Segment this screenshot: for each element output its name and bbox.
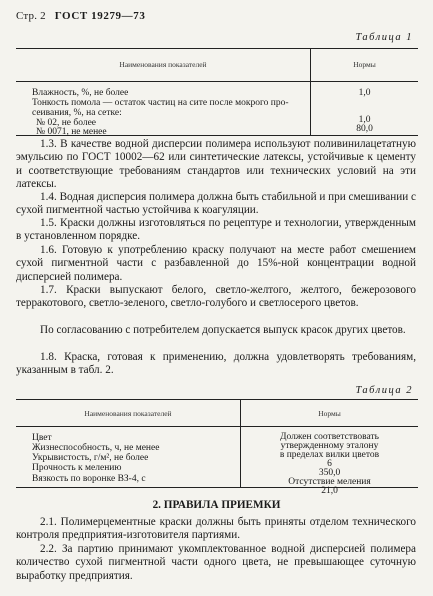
table1-row-name: Влажность, %, не более	[32, 88, 129, 98]
paragraph-1-6: 1.6. Готовую к употреблению краску получают на месте работ смешением сухой пигментной части с разбавленной до 15%-ной концентрации водной дисперсией полимера.	[16, 244, 416, 283]
paragraph-2-2: 2.2. За партию принимают укомплектованное водной дисперсией полимера количество сухой пигментной части одного цвета, не превышающее суточную выработку предприятия.	[16, 543, 416, 582]
table2-row-value: 6	[327, 459, 332, 469]
section-title: 2. ПРАВИЛА ПРИЕМКИ	[152, 499, 281, 511]
table1-caption: Таблица 1	[355, 32, 413, 43]
table2-caption: Таблица 2	[355, 385, 413, 396]
page-header	[16, 10, 145, 22]
table2-row-value: Отсутствие меления	[288, 477, 371, 487]
table1-row-name: Тонкость помола — остаток частиц на сите после мокрого про-	[32, 98, 289, 108]
table1-row-value: 80,0	[356, 124, 373, 134]
table2-col-norm: Нормы	[318, 409, 341, 418]
table1-row-name: № 0071, не менее	[36, 127, 107, 137]
paragraph-2-1: 2.1. Полимерцементные краски должны быть приняты отделом технического контроля предприятия-изготовителя партиями.	[16, 516, 416, 542]
table2-row-value: в пределах вилки цветов	[279, 450, 380, 460]
page-number: Стр. 2	[16, 10, 46, 22]
table1-row-name: № 02, не более	[36, 118, 96, 128]
table2-row-name: Прочность к мелению	[32, 463, 122, 473]
table1-col-name: Наименования показателей	[119, 60, 207, 69]
paragraph-1-5: 1.5. Краски должны изготовляться по рецептуре и технологии, утвержденным в установленном порядке.	[16, 217, 416, 243]
paragraph-1-8: 1.8. Краска, готовая к применению, должна удовлетворять требованиям, указанным в табл. 2.	[16, 351, 416, 377]
paragraph-1-7: 1.7. Краски выпускают белого, светло-желтого, желтого, бежерозового терракотового, светло-зеленого, светло-голубого и светлосерого цветов.	[16, 284, 416, 310]
table1-row-name: сеивания, %, на сетке:	[32, 108, 122, 118]
table1-row-value: 1,0	[358, 88, 371, 98]
paragraph-1-4: 1.4. Водная дисперсия полимера должна быть стабильной и при смешивании с сухой пигментной частью устойчива к коагуляции.	[16, 191, 416, 217]
table2-row-name: Укрывистость, г/м², не более	[32, 453, 149, 463]
table2-row-value: Должен соответствовать	[280, 432, 379, 442]
paragraph-agreement: По согласованию с потребителем допускается выпуск красок других цветов.	[40, 324, 406, 336]
table2-row-name: Жизнеспособность, ч, не менее	[32, 443, 160, 453]
table2-row-value: 350,0	[318, 468, 341, 478]
table2-row-name: Вязкость по воронке ВЗ-4, с	[32, 474, 146, 484]
table1-row-value: 1,0	[358, 115, 371, 125]
table1-col-norm: Нормы	[353, 60, 376, 69]
table2-row-value: утвержденному эталону	[280, 441, 379, 451]
table2-col-name: Наименования показателей	[84, 409, 172, 418]
table2-row-value: 21,0	[321, 486, 338, 496]
table2-row-name: Цвет	[32, 433, 52, 443]
standard-number: ГОСТ 19279—73	[54, 10, 146, 22]
paragraph-1-3: 1.3. В качестве водной дисперсии полимера используют поливинилацетатную эмульсию по ГОСТ 10002—62 или синтетические латексы, устойчивые к цементу и соответствующие требованиям стандартов или технических условий на эти латексы.	[16, 138, 416, 190]
